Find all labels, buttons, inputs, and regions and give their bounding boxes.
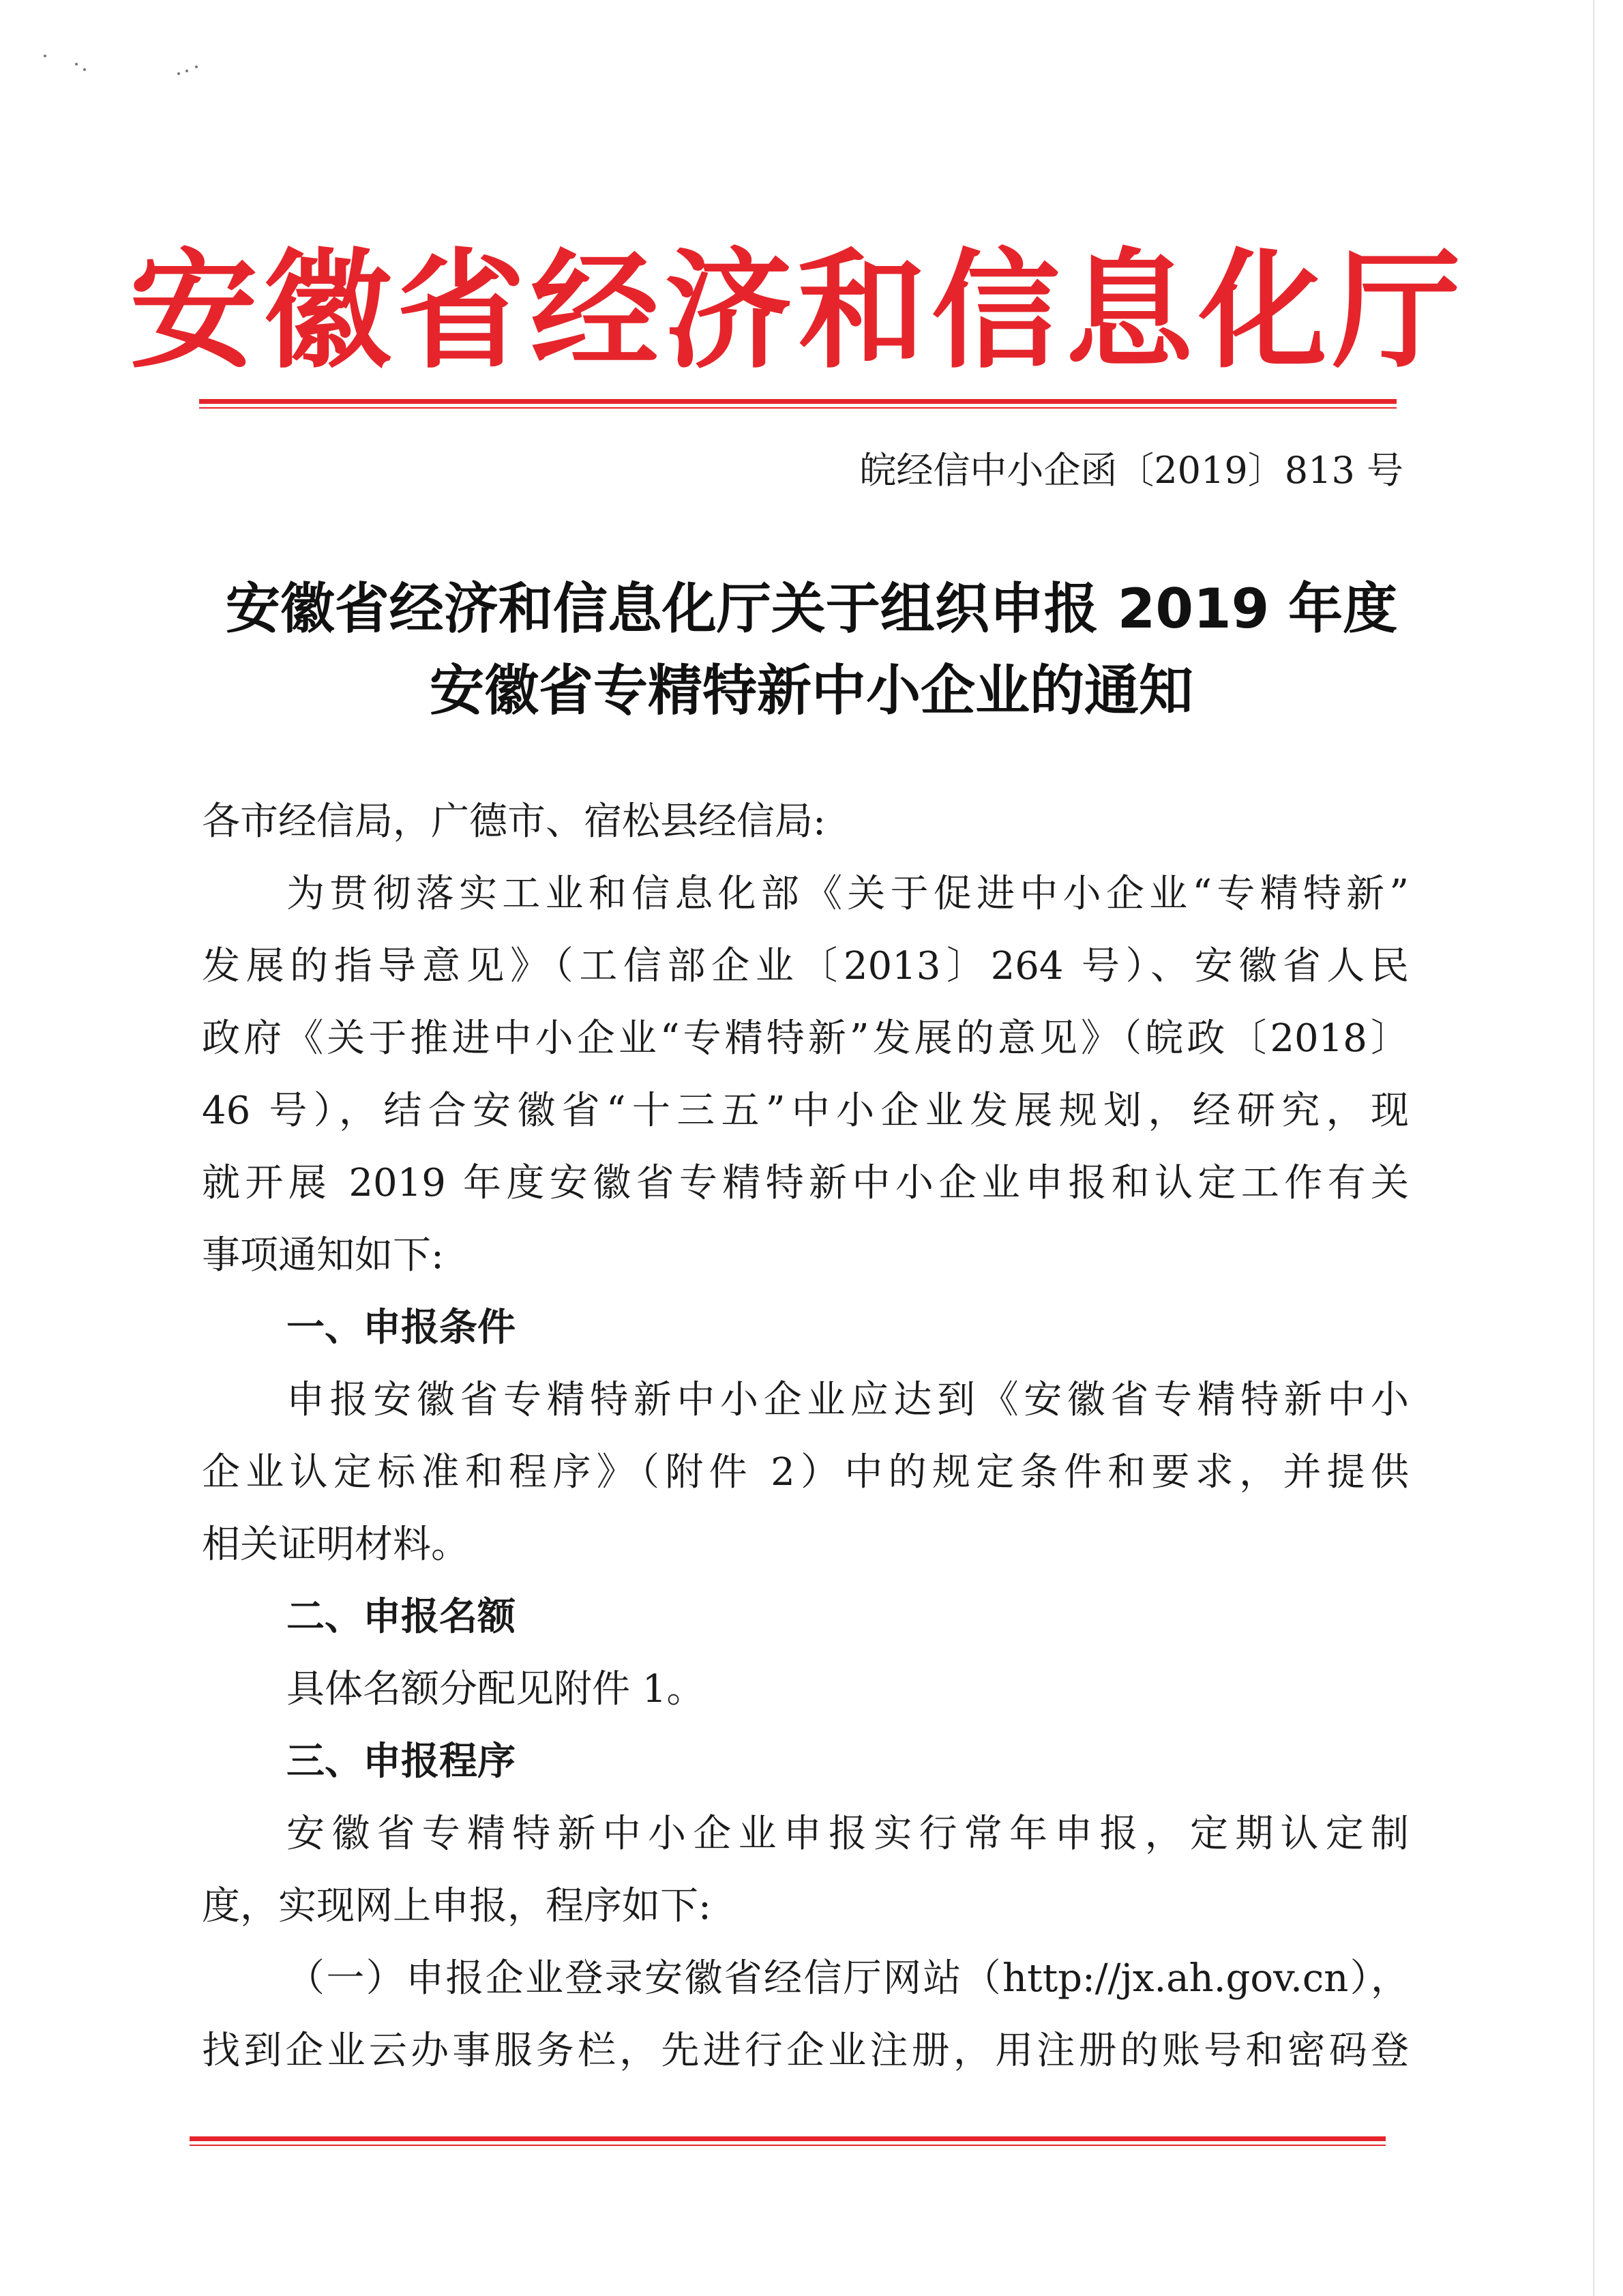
- scan-speck: [177, 72, 180, 75]
- footer-red-rule-thin: [190, 2145, 1386, 2146]
- section-line: 企业认定标准和程序》（附件 2）中的规定条件和要求，并提供: [202, 1450, 1409, 1495]
- addressee: 各市经信局，广德市、宿松县经信局:: [202, 799, 826, 844]
- intro-line: 为贯彻落实工业和信息化部《关于促进中小企业“专精特新”: [286, 872, 1409, 916]
- scan-noise: [41, 48, 218, 89]
- scan-speck: [44, 55, 46, 57]
- section-line: 具体名额分配见附件 1。: [286, 1667, 705, 1711]
- intro-line: 发展的指导意见》（工信部企业〔2013〕264 号）、安徽省人民: [202, 944, 1410, 988]
- section-line: （一）申报企业登录安徽省经信厅网站（http://jx.ah.gov.cn），: [286, 1956, 1409, 2001]
- document-title-line-2: 安徽省专精特新中小企业的通知: [430, 659, 1193, 722]
- document-number: 皖经信中小企函〔2019〕813 号: [859, 449, 1403, 492]
- intro-line: 46 号），结合安徽省“十三五”中小企业发展规划，经研究，现: [202, 1089, 1409, 1133]
- scan-speck: [195, 65, 198, 68]
- intro-line: 事项通知如下:: [202, 1233, 444, 1278]
- section-heading: 一、申报条件: [286, 1306, 516, 1350]
- document-title-line-1: 安徽省经济和信息化厅关于组织申报 2019 年度: [225, 577, 1398, 641]
- section-line: 度，实现网上申报，程序如下:: [202, 1884, 711, 1928]
- section-heading: 三、申报程序: [286, 1739, 516, 1784]
- intro-line: 政府《关于推进中小企业“专精特新”发展的意见》（皖政〔2018〕: [202, 1016, 1409, 1061]
- scan-edge-line: [1593, 0, 1594, 2296]
- scan-speck: [185, 70, 188, 72]
- section-line: 相关证明材料。: [202, 1522, 469, 1567]
- letterhead-title: 安徽省经济和信息化厅: [130, 235, 1466, 386]
- letterhead-red-rule: [199, 399, 1397, 404]
- letterhead-red-rule-thin: [199, 407, 1397, 409]
- section-line: 找到企业云办事服务栏，先进行企业注册，用注册的账号和密码登: [202, 2029, 1409, 2073]
- document-body: [202, 786, 1409, 2087]
- scan-speck: [83, 68, 86, 71]
- section-line: 申报安徽省专精特新中小企业应达到《安徽省专精特新中小: [286, 1378, 1409, 1422]
- section-heading: 二、申报名额: [286, 1595, 516, 1639]
- footer-red-rule: [190, 2136, 1386, 2141]
- intro-line: 就开展 2019 年度安徽省专精特新中小企业申报和认定工作有关: [202, 1161, 1409, 1205]
- section-line: 安徽省专精特新中小企业申报实行常年申报，定期认定制: [286, 1812, 1409, 1856]
- scan-speck: [75, 63, 78, 65]
